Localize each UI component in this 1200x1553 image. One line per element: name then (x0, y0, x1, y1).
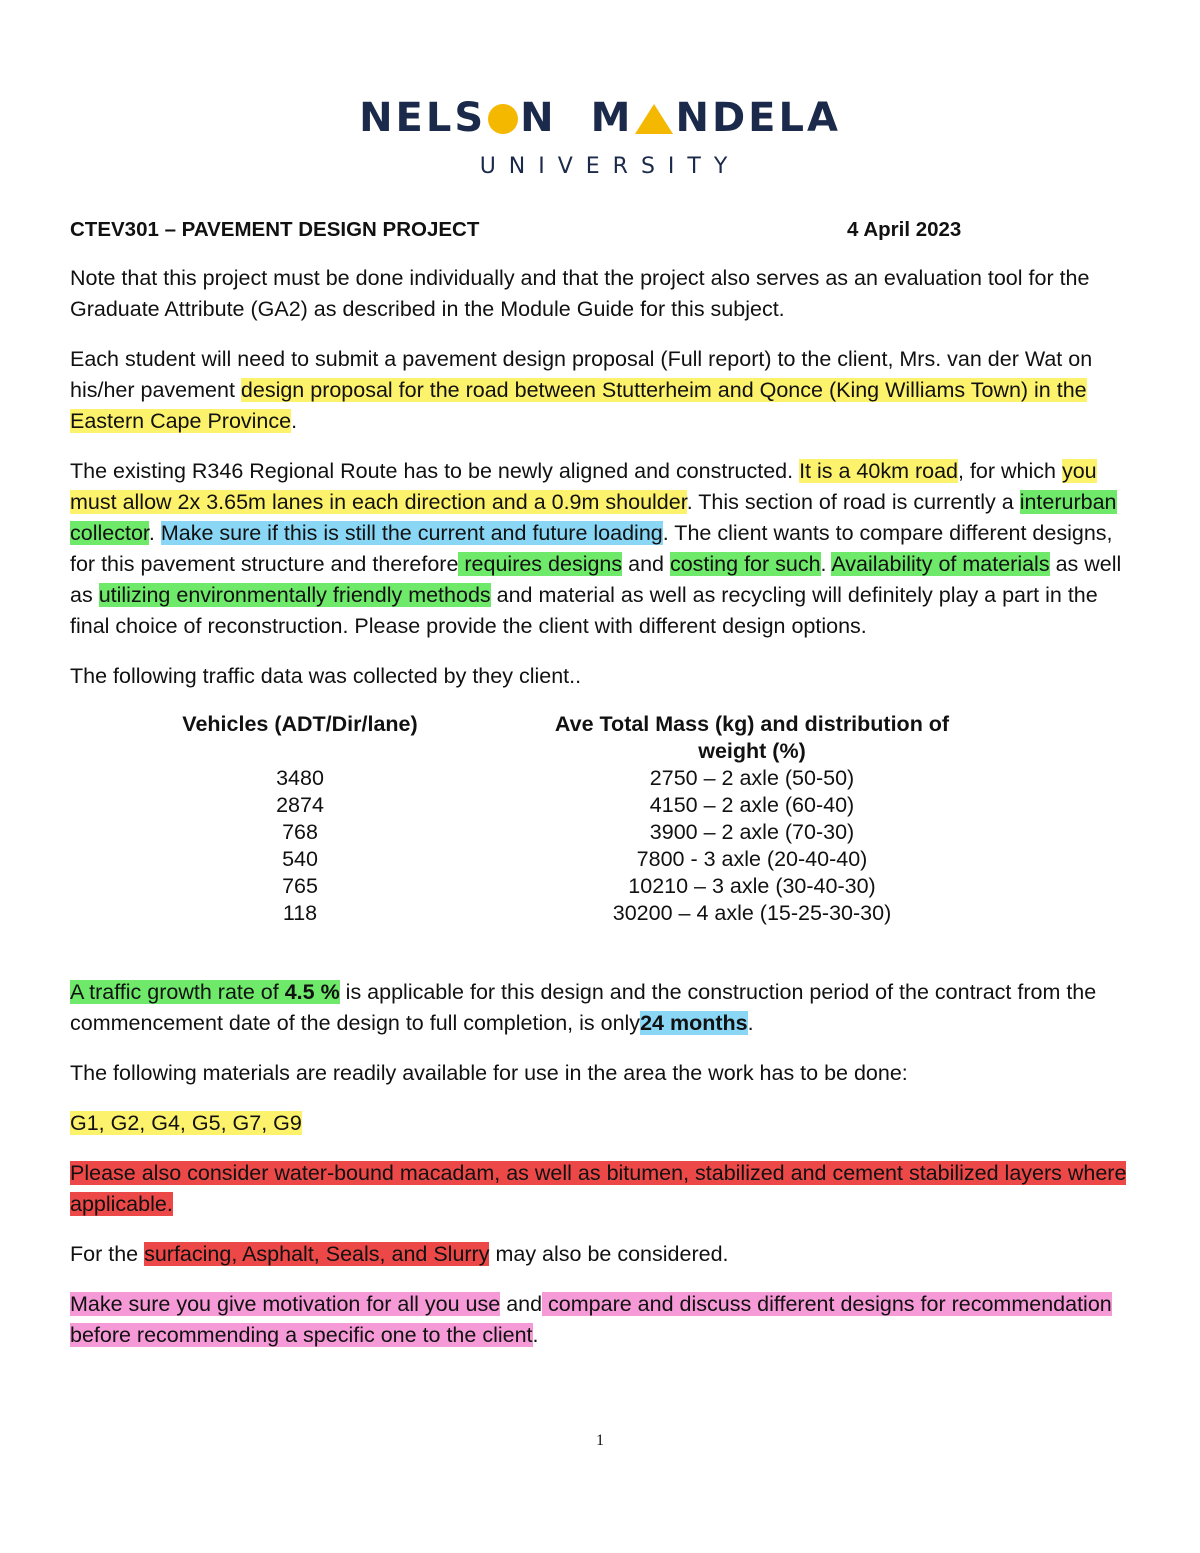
logo-text-4: NDELA (675, 95, 841, 141)
table-cell: 4150 – 2 axle (60-40) (649, 793, 855, 817)
highlight-green: requires designs (458, 552, 623, 576)
highlight-red: surfacing, Asphalt, Seals, and Slurry (144, 1242, 490, 1266)
highlight-yellow: you must allow 2x 3.65m lanes in each direction and a 0.9m shoulder (70, 459, 1097, 514)
text-span: and (500, 1292, 543, 1316)
table-cell: 3900 – 2 axle (70-30) (649, 820, 855, 844)
table-cell: 30200 – 4 axle (15-25-30-30) (612, 901, 892, 925)
table-row (70, 819, 974, 846)
logo-triangle-icon (635, 104, 673, 134)
logo-text-2: N (520, 95, 557, 141)
paragraph-submission (70, 344, 1130, 437)
logo-wordmark (0, 92, 1200, 144)
highlight-green: Availability of materials (831, 552, 1050, 576)
logo-text-1: NELS (359, 95, 487, 141)
logo-circle-icon (488, 104, 518, 134)
paragraph-growth (70, 977, 1130, 1039)
text-span: and (622, 552, 670, 576)
text-span: is applicable for this design and the construction period of the contract from the commencement date of the design to full completion, is only (70, 980, 1097, 1035)
highlight-green (70, 980, 340, 1004)
table-cell: 7800 - 3 axle (20-40-40) (636, 847, 868, 871)
paragraph-motivation (70, 1289, 1130, 1351)
highlight-yellow: design proposal for the road between Stutterheim and Qonce (King Williams Town) in the Eastern Cape Province (70, 378, 1087, 433)
traffic-table (70, 711, 974, 927)
text-span: as well as (70, 552, 1122, 607)
document-body (70, 214, 1130, 1351)
highlight-pink: compare and discuss different designs for recommendation before recommending a specific one to the client (70, 1292, 1112, 1347)
text-span: A traffic growth rate of (70, 980, 285, 1004)
table-cell: 765 (282, 874, 318, 898)
table-row (70, 792, 974, 819)
text-span: . (820, 552, 832, 576)
highlight-green: utilizing environmentally friendly methods (98, 583, 491, 607)
text-span: , for which (958, 459, 1062, 483)
paragraph-route (70, 456, 1130, 642)
text-span: . (532, 1323, 539, 1347)
table-row (70, 900, 974, 927)
table-header-row (70, 711, 974, 765)
paragraph-layers (70, 1158, 1130, 1220)
highlight-pink: Make sure you give motivation for all you use (70, 1292, 501, 1316)
paragraph-traffic-intro: The following traffic data was collected by they client.. (70, 664, 582, 688)
table-header-mass: Ave Total Mass (kg) and distribution of weight (%) (554, 712, 950, 763)
highlight-green: interurban collector (70, 490, 1117, 545)
text-span: may also be considered. (489, 1242, 729, 1266)
table-row (70, 846, 974, 873)
text-span: . (747, 1011, 754, 1035)
paragraph-materials-list (70, 1108, 1130, 1139)
university-logo (0, 92, 1200, 179)
text-span: and material as well as recycling will definitely play a part in the final choice of reconstruction. Please provide the client with different design options. (70, 583, 1098, 638)
logo-subtitle: UNIVERSITY (479, 154, 741, 179)
growth-rate-value: 4.5 % (284, 980, 340, 1004)
construction-period-value: 24 months (640, 1011, 748, 1035)
text-span: . The client wants to compare different designs, for this pavement structure and therefore (70, 521, 1113, 576)
project-date: 4 April 2023 (847, 218, 962, 241)
text-span: . (291, 409, 298, 433)
logo-text-3: M (590, 95, 634, 141)
text-span: . This section of road is currently a (686, 490, 1020, 514)
text-span: . (148, 521, 161, 545)
table-cell: 2750 – 2 axle (50-50) (649, 766, 855, 790)
table-cell: 540 (282, 847, 318, 871)
text-span: Each student will need to submit a pavement design proposal (Full report) to the client, Mrs. van der Wat on his/her pavement (70, 347, 1093, 402)
table-cell: 3480 (276, 766, 324, 790)
table-cell: 118 (282, 901, 318, 925)
project-title: CTEV301 – PAVEMENT DESIGN PROJECT (70, 218, 480, 241)
table-cell: 2874 (276, 793, 324, 817)
table-cell: 10210 – 3 axle (30-40-30) (628, 874, 876, 898)
page-number: 1 (596, 1432, 604, 1449)
table-row (70, 873, 974, 900)
highlight-blue: Make sure if this is still the current and future loading (160, 521, 663, 545)
highlight-red: Please also consider water-bound macadam, as well as bitumen, stabilized and cement stabilized layers where applicable. (70, 1161, 1127, 1216)
paragraph-surfacing (70, 1239, 1130, 1270)
table-header-vehicles: Vehicles (ADT/Dir/lane) (182, 712, 418, 736)
table-row (70, 765, 974, 792)
highlight-yellow: It is a 40km road (799, 459, 959, 483)
text-span: The existing R346 Regional Route has to be newly aligned and constructed. (70, 459, 800, 483)
header-row (70, 214, 1130, 245)
paragraph-intro: Note that this project must be done individually and that the project also serves as an evaluation tool for the Graduate Attribute (GA2) as described in the Module Guide for this subject. (70, 266, 1090, 321)
highlight-green: costing for such (669, 552, 821, 576)
highlight-yellow: G1, G2, G4, G5, G7, G9 (70, 1111, 302, 1135)
text-span: For the (70, 1242, 145, 1266)
table-cell: 768 (282, 820, 318, 844)
paragraph-materials-intro: The following materials are readily available for use in the area the work has to be done: (70, 1061, 908, 1085)
